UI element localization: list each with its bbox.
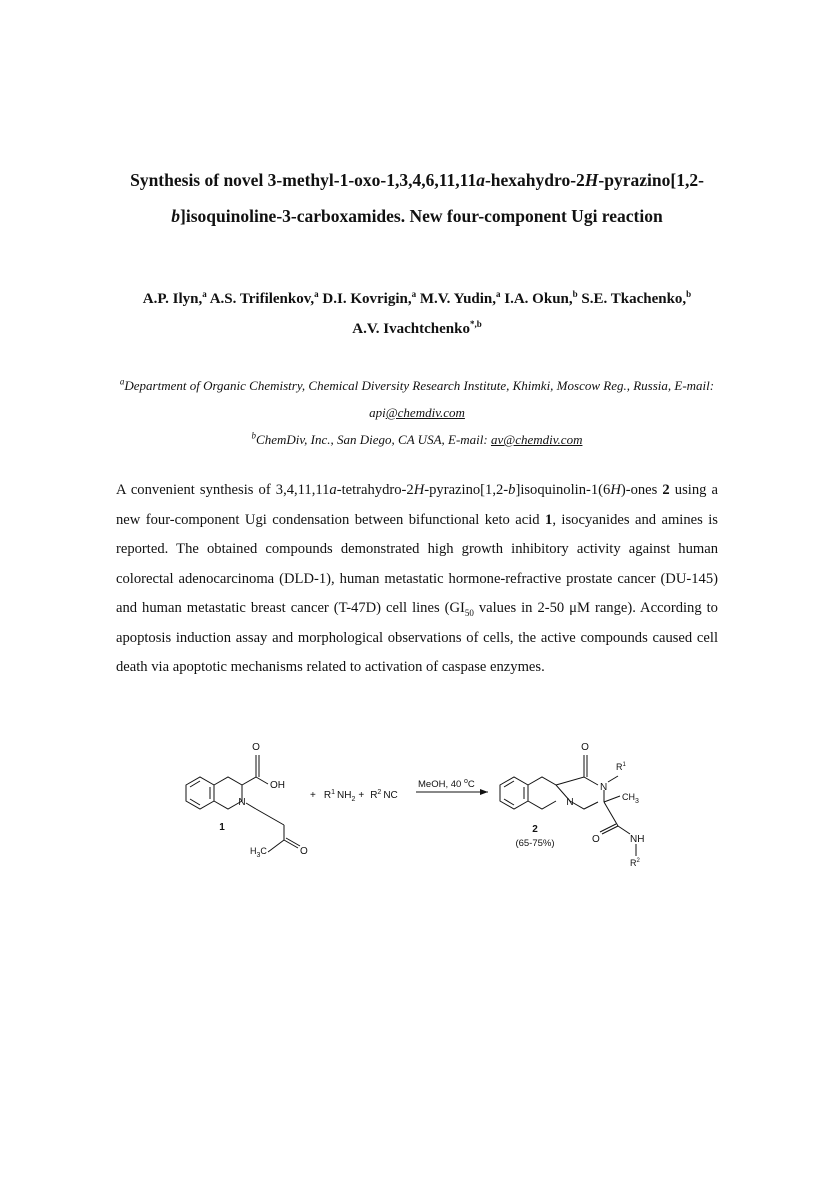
author: A.P. Ilyn,	[142, 291, 203, 307]
author: A.S. Trifilenkov,	[209, 291, 315, 307]
atom-nh: NH	[630, 834, 645, 845]
compound-2-label: 2	[532, 824, 538, 835]
author: A.V. Ivachtchenko	[352, 321, 470, 337]
atom-ch3: $CH_3$	[622, 792, 639, 805]
affiliations	[90, 372, 744, 453]
atom-r2: $R^2$	[630, 858, 640, 868]
paper-title: Synthesis of novel 3-methyl-1-oxo-1,3,4,6,11,11a-hexahydro-2H-pyrazino[1,2-b]isoquinoline-3-carboxamides. New four-component Ugi reaction	[130, 170, 704, 226]
email-link-a[interactable]: @chemdiv.com	[385, 405, 465, 420]
reaction-scheme	[170, 730, 690, 880]
atom-o: O	[581, 742, 589, 753]
atom-oh: OH	[270, 780, 285, 791]
abstract: A convenient synthesis of 3,4,11,11a-tetrahydro-2H-pyrazino[1,2-b]isoquinolin-1(6H)-ones 2 using a new four-component Ugi condensation between bifunctional keto acid 1, isocyanides and amines is reported. The obtained compounds demonstrated high growth inhibitory activity against human colorectal adenocarcinoma (DLD-1), human metastatic hormone-refractive prostate cancer (DU-145) and human metastatic breast cancer (T-47D) cell lines ($GI_{50}$ values in 2-50 μM range). According to apoptosis induction assay and morphological observations of cells, the active compounds caused cell death via apoptotic mechanisms related to activation of caspase enzymes.	[116, 482, 718, 675]
author: M.V. Yudin,	[419, 291, 497, 307]
atom-h3c: $H_3C$	[250, 846, 267, 859]
atom-n: N	[238, 797, 246, 808]
reaction-conditions: MeOH, 40 $^o$C	[418, 778, 475, 790]
atom-n: N	[600, 782, 608, 793]
atom-o: O	[252, 742, 260, 753]
reagents: + $R^1$ $NH_2 + R^2$ NC	[310, 789, 398, 803]
atom-n: N	[566, 797, 574, 808]
compound-1-label: 1	[219, 822, 225, 833]
atom-r1: $R^1$	[616, 762, 626, 772]
author: I.A. Okun,	[504, 291, 573, 307]
author-list: A.P. Ilyn,$^a$ A.S. Trifilenkov,$^a$ D.I. Kovrigin,$^a$ M.V. Yudin,$^a$ I.A. Okun,$^b$ S.E. Tkachenko,$^b$ A.V. Ivachtchenko$^{*,b}$	[142, 289, 692, 337]
arrow-head-icon	[480, 789, 488, 795]
atom-o: O	[592, 834, 600, 845]
author: D.I. Kovrigin,	[322, 291, 412, 307]
author: S.E. Tkachenko,	[581, 291, 687, 307]
affiliation-b: $^b$ChemDiv, Inc., San Diego, CA USA, E-mail: av@chemdiv.com	[251, 430, 583, 447]
atom-o: O	[300, 846, 308, 857]
email-link-b[interactable]: av@chemdiv.com	[490, 432, 583, 447]
yield-label: (65-75%)	[515, 838, 555, 849]
affiliation-a: $^a$Department of Organic Chemistry, Chemical Diversity Research Institute, Khimki, Moscow Reg., Russia, E-mail: api@chemdiv.com	[119, 376, 715, 420]
